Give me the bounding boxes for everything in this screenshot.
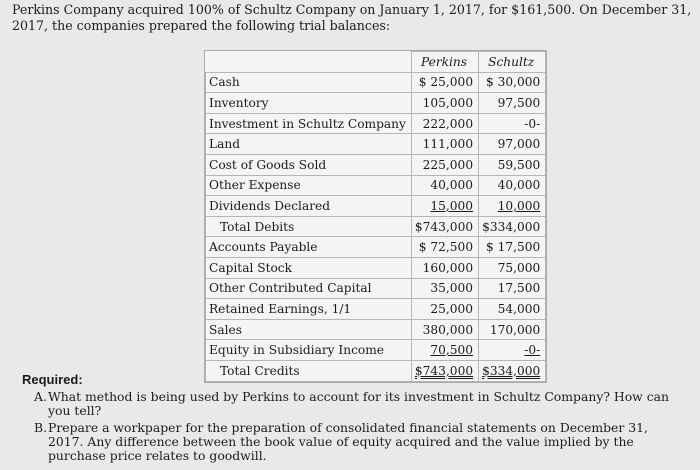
table-row (206, 72, 546, 93)
perkins-value-text: 15,000 (430, 198, 474, 213)
schultz-value: 17,500 (479, 278, 546, 299)
schultz-value: $ 17,500 (479, 237, 546, 258)
row-label: Accounts Payable (206, 237, 412, 258)
table-row (206, 113, 546, 134)
schultz-value-text: $334,000 (482, 363, 541, 378)
row-label: Other Contributed Capital (206, 278, 412, 299)
table-header-row (206, 52, 546, 73)
row-label: Total Debits (206, 216, 412, 237)
table-row (206, 340, 546, 361)
row-label: Investment in Schultz Company (206, 113, 412, 134)
row-label: Other Expense (206, 175, 412, 196)
schultz-value (479, 340, 546, 361)
table-row-total-debits (206, 216, 546, 237)
perkins-value (411, 340, 478, 361)
schultz-value: 54,000 (479, 299, 546, 320)
header-blank-cell (206, 52, 412, 73)
perkins-value-text: $743,000 (414, 363, 474, 378)
row-label: Land (206, 134, 412, 155)
schultz-value: $334,000 (479, 216, 546, 237)
table-row (206, 257, 546, 278)
perkins-value: $ 25,000 (411, 72, 478, 93)
table-row (206, 278, 546, 299)
perkins-value: 105,000 (411, 93, 478, 114)
table-row (206, 134, 546, 155)
schultz-value-text: 10,000 (497, 198, 541, 213)
schultz-value: 97,000 (479, 134, 546, 155)
header-schultz: Schultz (479, 52, 546, 73)
problem-intro: Perkins Company acquired 100% of Schultz Company on January 1, 2017, for $161,500. On December 31, 2017, the companies prepared the following trial balances: (12, 2, 692, 33)
question-b (34, 421, 674, 463)
perkins-value: 111,000 (411, 134, 478, 155)
schultz-value: -0- (479, 113, 546, 134)
table-row (206, 319, 546, 340)
row-label: Capital Stock (206, 257, 412, 278)
perkins-value: $ 72,500 (411, 237, 478, 258)
schultz-value: 40,000 (479, 175, 546, 196)
table-row (206, 93, 546, 114)
perkins-value: 380,000 (411, 319, 478, 340)
question-letter: B. (34, 420, 48, 435)
schultz-value (479, 196, 546, 217)
table-row (206, 237, 546, 258)
perkins-value: 160,000 (411, 257, 478, 278)
schultz-value: 59,500 (479, 154, 546, 175)
row-label: Sales (206, 319, 412, 340)
table-row (206, 196, 546, 217)
table-row (206, 175, 546, 196)
row-label: Total Credits (206, 360, 412, 381)
schultz-value-text: -0- (524, 343, 541, 358)
required-heading: Required: (22, 372, 83, 387)
row-label: Retained Earnings, 1/1 (206, 299, 412, 320)
schultz-value: 170,000 (479, 319, 546, 340)
perkins-value-text: 70,500 (430, 343, 474, 358)
question-letter: A. (34, 389, 47, 404)
question-text: Prepare a workpaper for the preparation of consolidated financial statements on December 31, 2017. Any difference between the book value of equity acquired and the value implied by the purchase price relates to goodwill. (48, 420, 648, 463)
perkins-value: 35,000 (411, 278, 478, 299)
perkins-value: $743,000 (411, 216, 478, 237)
perkins-value: 225,000 (411, 154, 478, 175)
perkins-value: 222,000 (411, 113, 478, 134)
perkins-value: 40,000 (411, 175, 478, 196)
row-label: Cash (206, 72, 412, 93)
question-text: What method is being used by Perkins to account for its investment in Schultz Company? How can you tell? (48, 389, 670, 418)
row-label: Dividends Declared (206, 196, 412, 217)
question-a (34, 390, 674, 418)
row-label: Equity in Subsidiary Income (206, 340, 412, 361)
table-row (206, 154, 546, 175)
perkins-value (411, 196, 478, 217)
perkins-value: 25,000 (411, 299, 478, 320)
questions-list (34, 390, 674, 466)
table-row (206, 299, 546, 320)
row-label: Cost of Goods Sold (206, 154, 412, 175)
schultz-value: $ 30,000 (479, 72, 546, 93)
schultz-value: 97,500 (479, 93, 546, 114)
row-label: Inventory (206, 93, 412, 114)
trial-balance-table (204, 50, 547, 383)
header-perkins: Perkins (411, 52, 478, 73)
schultz-value: 75,000 (479, 257, 546, 278)
